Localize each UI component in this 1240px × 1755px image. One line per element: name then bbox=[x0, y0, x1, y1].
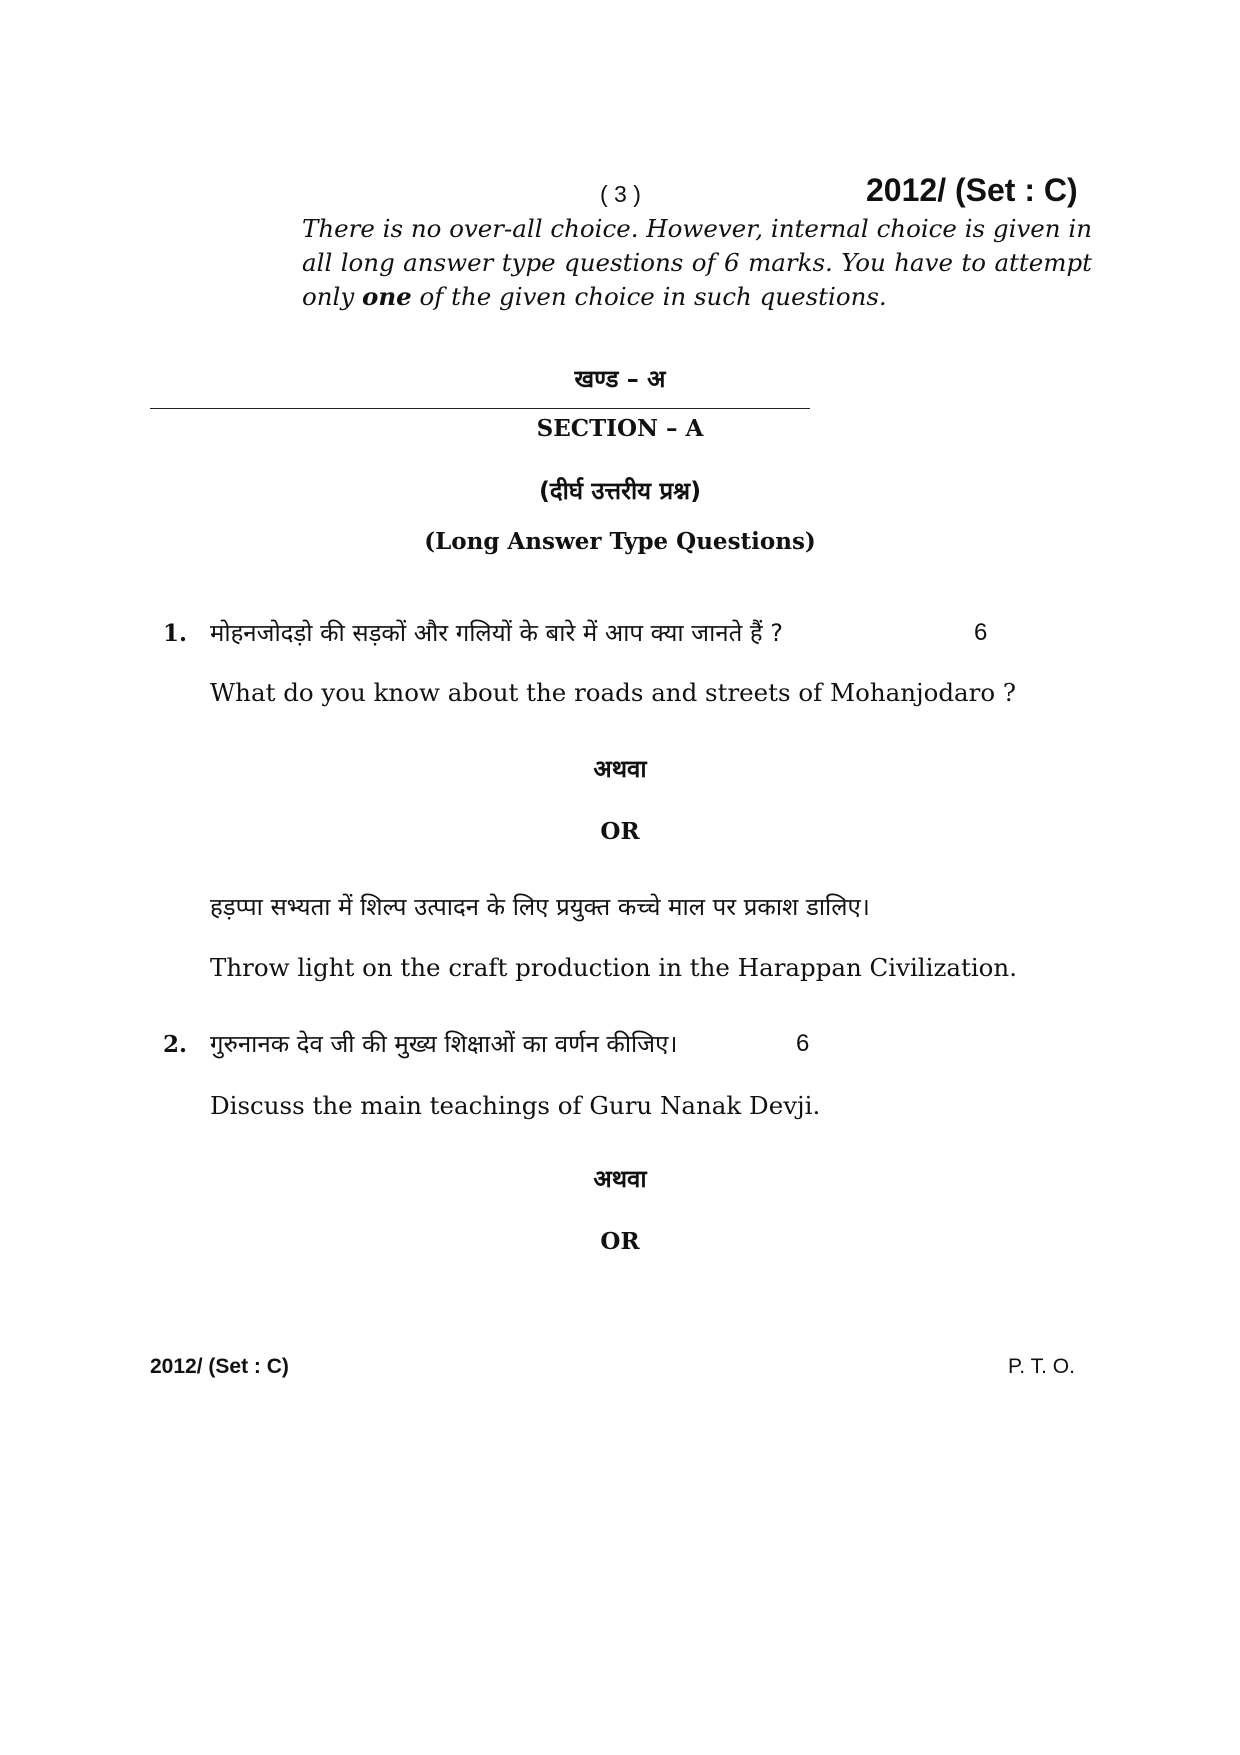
question-2-text-english: Discuss the main teachings of Guru Nanak Devji. bbox=[210, 1091, 821, 1120]
footer-paper-code: 2012/ (Set : C) bbox=[150, 1355, 289, 1378]
subsection-title-english: (Long Answer Type Questions) bbox=[424, 528, 816, 555]
question-2-text-hindi: गुरुनानक देव जी की मुख्य शिक्षाओं का वर्णन कीजिए। bbox=[210, 1030, 678, 1058]
question-1-text-hindi: मोहनजोदड़ो की सड़कों और गलियों के बारे में आप क्या जानते हैं ? bbox=[210, 619, 784, 647]
question-1-alt-english: Throw light on the craft production in the Harappan Civilization. bbox=[210, 953, 1017, 982]
section-title-english: SECTION – A bbox=[536, 415, 704, 442]
instructions-paragraph bbox=[302, 212, 1092, 314]
question-2-or-english: OR bbox=[600, 1228, 640, 1255]
instructions-text-1: There is no over-all choice. However, internal choice is given in all long answer type questions of 6 marks. You have to attempt only bbox=[302, 214, 1092, 311]
page-number: ( 3 ) bbox=[600, 181, 641, 207]
question-1-or-hindi: अथवा bbox=[593, 755, 647, 783]
header-paper-code: 2012/ (Set : C) bbox=[866, 172, 1078, 208]
question-2-number: 2. bbox=[163, 1031, 188, 1058]
question-1-text-english: What do you know about the roads and streets of Mohanjodaro ? bbox=[210, 678, 1017, 707]
subsection-title-hindi: (दीर्घ उत्तरीय प्रश्न) bbox=[538, 477, 702, 505]
footer-pto: P. T. O. bbox=[1008, 1355, 1075, 1378]
section-divider bbox=[150, 408, 810, 409]
section-title-hindi: खण्ड – अ bbox=[574, 365, 666, 393]
question-1-or-english: OR bbox=[600, 818, 640, 845]
instructions-text-2: of the given choice in such questions. bbox=[411, 282, 887, 311]
question-1-marks: 6 bbox=[974, 619, 988, 646]
question-2-or-hindi: अथवा bbox=[593, 1165, 647, 1193]
question-1-alt-hindi: हड़प्पा सभ्यता में शिल्प उत्पादन के लिए प्रयुक्त कच्चे माल पर प्रकाश डालिए। bbox=[210, 893, 870, 921]
question-2-marks: 6 bbox=[796, 1030, 810, 1057]
question-1-number: 1. bbox=[163, 620, 188, 647]
instructions-emphasis: one bbox=[362, 282, 412, 311]
